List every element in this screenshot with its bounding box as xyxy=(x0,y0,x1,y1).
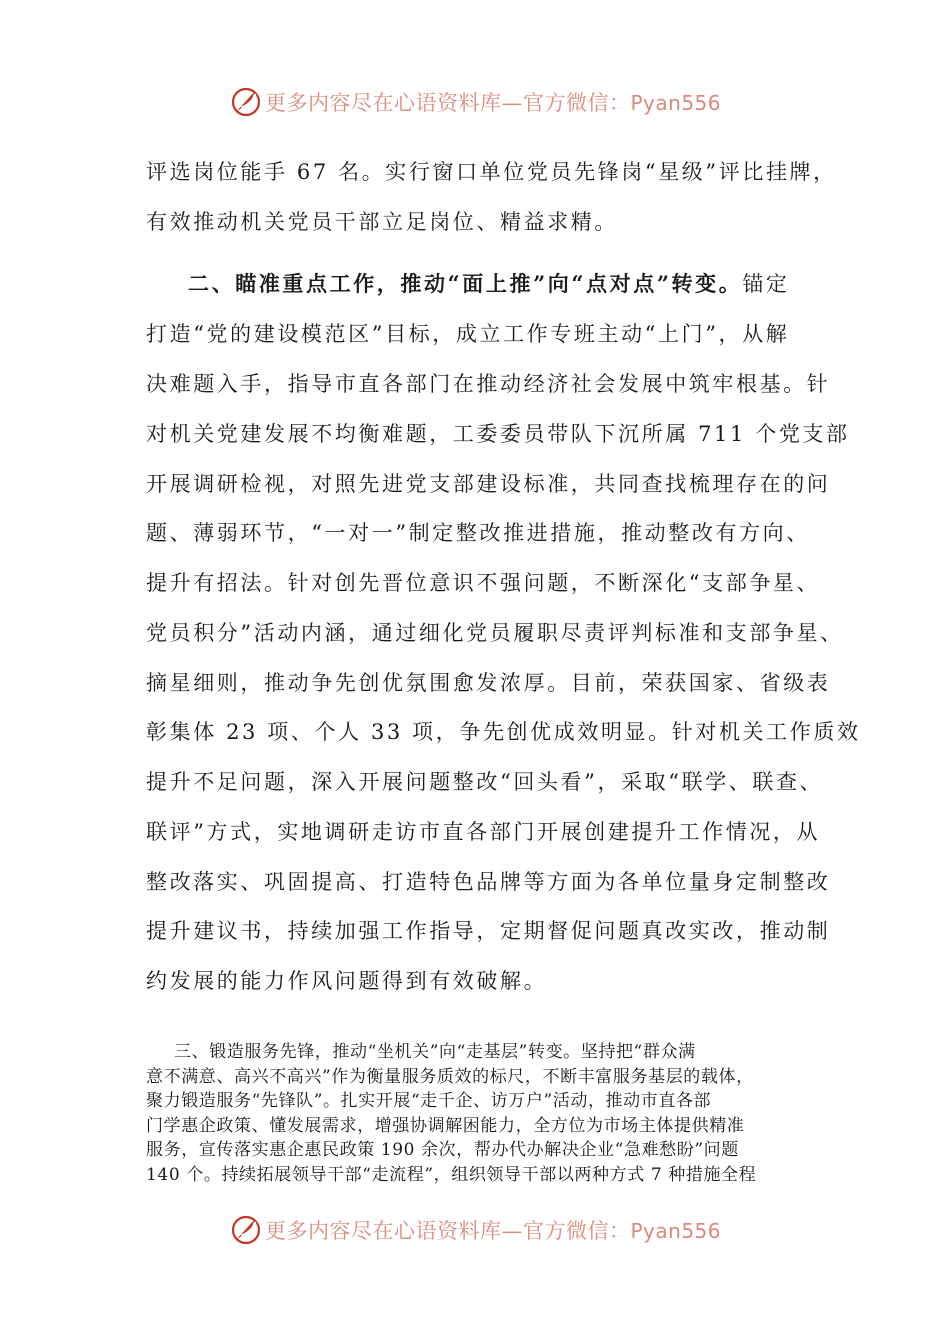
header-banner xyxy=(0,82,950,122)
text-line: 开展调研检视，对照先进党支部建设标准，共同查找梳理存在的问 xyxy=(146,472,831,496)
text-line: 门学惠企政策、懂发展需求，增强协调解困能力，全方位为市场主体提供精准 xyxy=(146,1115,745,1136)
text-line: 彰集体 23 项、个人 33 项，争先创优成效明显。针对机关工作质效 xyxy=(146,720,861,744)
text-line: 140 个。持续拓展领导干部“走流程”，组织领导干部以两种方式 7 种措施全程 xyxy=(146,1164,757,1185)
text-line: 摘星细则，推动争先创优氛围愈发浓厚。目前，荣获国家、省级表 xyxy=(146,671,831,695)
wechat-id: Pyan556 xyxy=(630,1219,721,1243)
banner-text: 更多内容尽在心语资料库—官方微信：Pyan556 xyxy=(264,91,721,115)
section3-paragraph xyxy=(146,1040,806,1187)
text-line: 党员积分”活动内涵，通过细化党员履职尽责评判标准和支部争星、 xyxy=(146,621,844,645)
text-line: 整改落实、巩固提高、打造特色品牌等方面为各单位量身定制整改 xyxy=(146,870,831,894)
quill-logo-icon xyxy=(229,1213,263,1247)
text-line: 题、薄弱环节，“一对一”制定整改推进措施，推动整改有方向、 xyxy=(146,521,810,545)
section2-heading: 二、瞄准重点工作，推动“面上推”向“点对点”转变。 xyxy=(188,271,743,296)
text-line: 聚力锻造服务“先锋队”。扎实开展“走千企、访万户”活动，推动市直各部 xyxy=(146,1091,712,1111)
text-line: 打造“党的建设模范区”目标，成立工作专班主动“上门”，从解 xyxy=(146,322,790,346)
text-line: 评选岗位能手 67 名。实行窗口单位党员先锋岗“星级”评比挂牌， xyxy=(146,160,837,184)
text-line: 提升有招法。针对创先晋位意识不强问题，不断深化“支部争星、 xyxy=(146,571,821,595)
banner-text: 更多内容尽在心语资料库—官方微信：Pyan556 xyxy=(264,1219,721,1243)
text-line: 意不满意、高兴不高兴”作为衡量服务质效的标尺，不断丰富服务基层的载体， xyxy=(146,1066,754,1087)
text-line: 约发展的能力作风问题得到有效破解。 xyxy=(146,969,548,993)
text-line: 服务，宣传落实惠企惠民政策 190 余次，帮办代办解决企业“急难愁盼”问题 xyxy=(146,1140,739,1160)
text-line: 有效推动机关党员干部立足岗位、精益求精。 xyxy=(146,210,618,234)
wechat-id: Pyan556 xyxy=(630,91,721,115)
text-line: 三、锻造服务先锋，推动“坐机关”向“走基层”转变。坚持把“群众满 xyxy=(174,1042,696,1062)
section-heading-line xyxy=(188,268,828,298)
text-line: 提升不足问题，深入开展问题整改“回头看”，采取“联学、联查、 xyxy=(146,770,824,794)
footer-banner xyxy=(0,1210,950,1250)
text-line: 对机关党建发展不均衡难题，工委委员带队下沉所属 711 个党支部 xyxy=(146,422,850,446)
text-line: 决难题入手，指导市直各部门在推动经济社会发展中筑牢根基。针 xyxy=(146,372,831,396)
text-line: 联评”方式，实地调研走访市直各部门开展创建提升工作情况，从 xyxy=(146,820,821,844)
quill-logo-icon xyxy=(229,85,263,119)
text-line: 提升建议书，持续加强工作指导，定期督促问题真改实改，推动制 xyxy=(146,919,831,943)
section2-first-tail: 锚定 xyxy=(742,272,790,296)
